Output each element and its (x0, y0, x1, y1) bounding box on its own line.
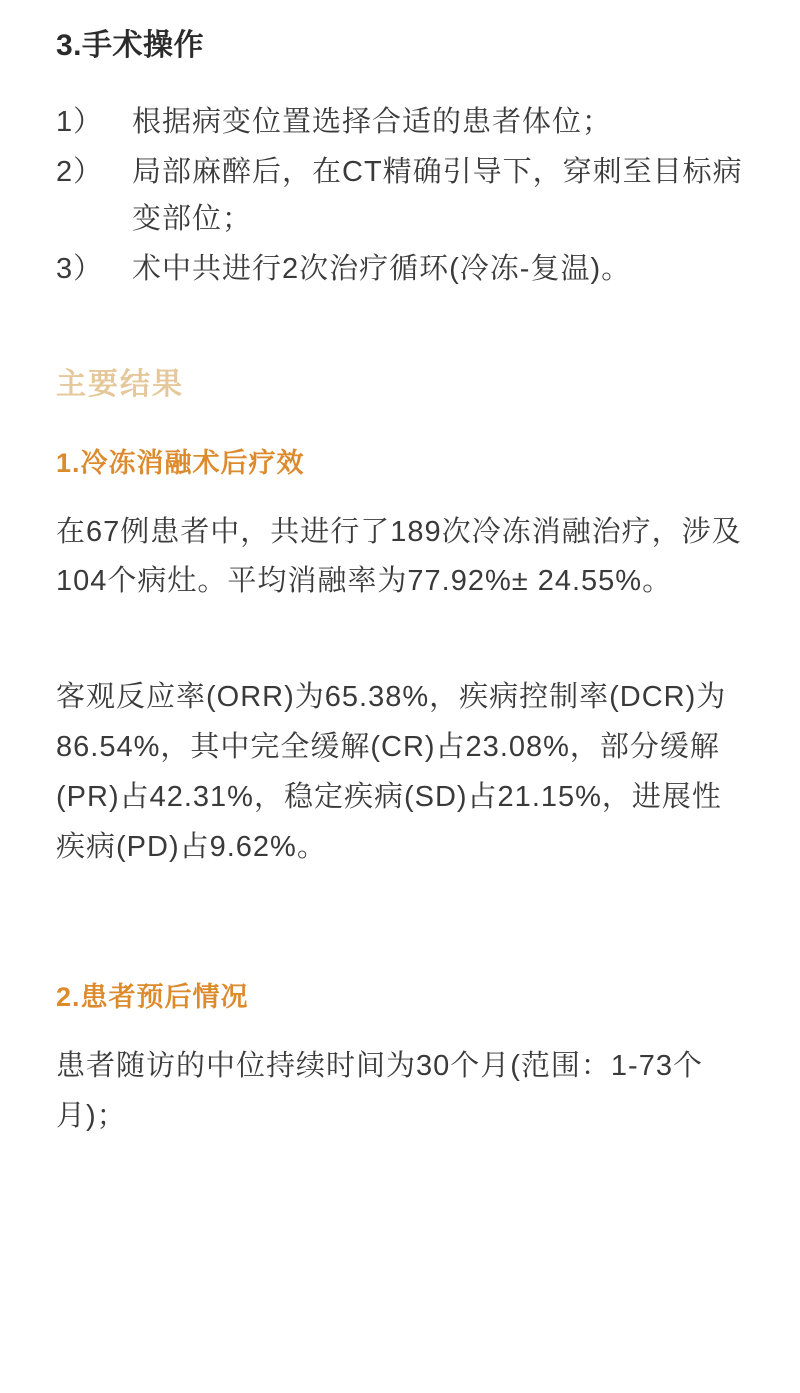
list-item-text: 术中共进行2次治疗循环(冷冻-复温)。 (132, 253, 632, 286)
list-marker: 2） (56, 156, 104, 189)
paragraph-ablation-stats: 在67例患者中，共进行了189次冷冻消融治疗，涉及104个病灶。平均消融率为77.92%± 24.55%。 (56, 515, 742, 598)
list-item-text: 根据病变位置选择合适的患者体位； (132, 106, 613, 138)
results-heading: 主要结果 (56, 367, 184, 401)
subsection-title-efficacy: 1.冷冻消融术后疗效 (56, 447, 305, 478)
section-title-surgical-procedure: 3.手术操作 (56, 29, 205, 62)
list-item (56, 246, 744, 292)
paragraph-followup-duration: 患者随访的中位持续时间为30个月(范围：1-73个月)； (56, 1049, 703, 1132)
list-item-text: 局部麻醉后，在CT精确引导下，穿刺至目标病变部位； (132, 156, 743, 235)
surgical-steps-list (56, 99, 744, 293)
spacer (56, 903, 744, 975)
subsection-title-prognosis: 2.患者预后情况 (56, 981, 249, 1012)
list-marker: 3） (56, 253, 104, 286)
list-marker: 1） (56, 106, 104, 138)
paragraph-response-rates: 客观反应率(ORR)为65.38%，疾病控制率(DCR)为86.54%，其中完全缓解(CR)占23.08%，部分缓解(PR)占42.31%，稳定疾病(SD)占21.15%，进展性疾病(PD)占9.62%。 (56, 681, 727, 863)
spacer (56, 297, 744, 359)
spacer (56, 637, 744, 673)
list-item (56, 99, 744, 145)
list-item (56, 149, 744, 242)
